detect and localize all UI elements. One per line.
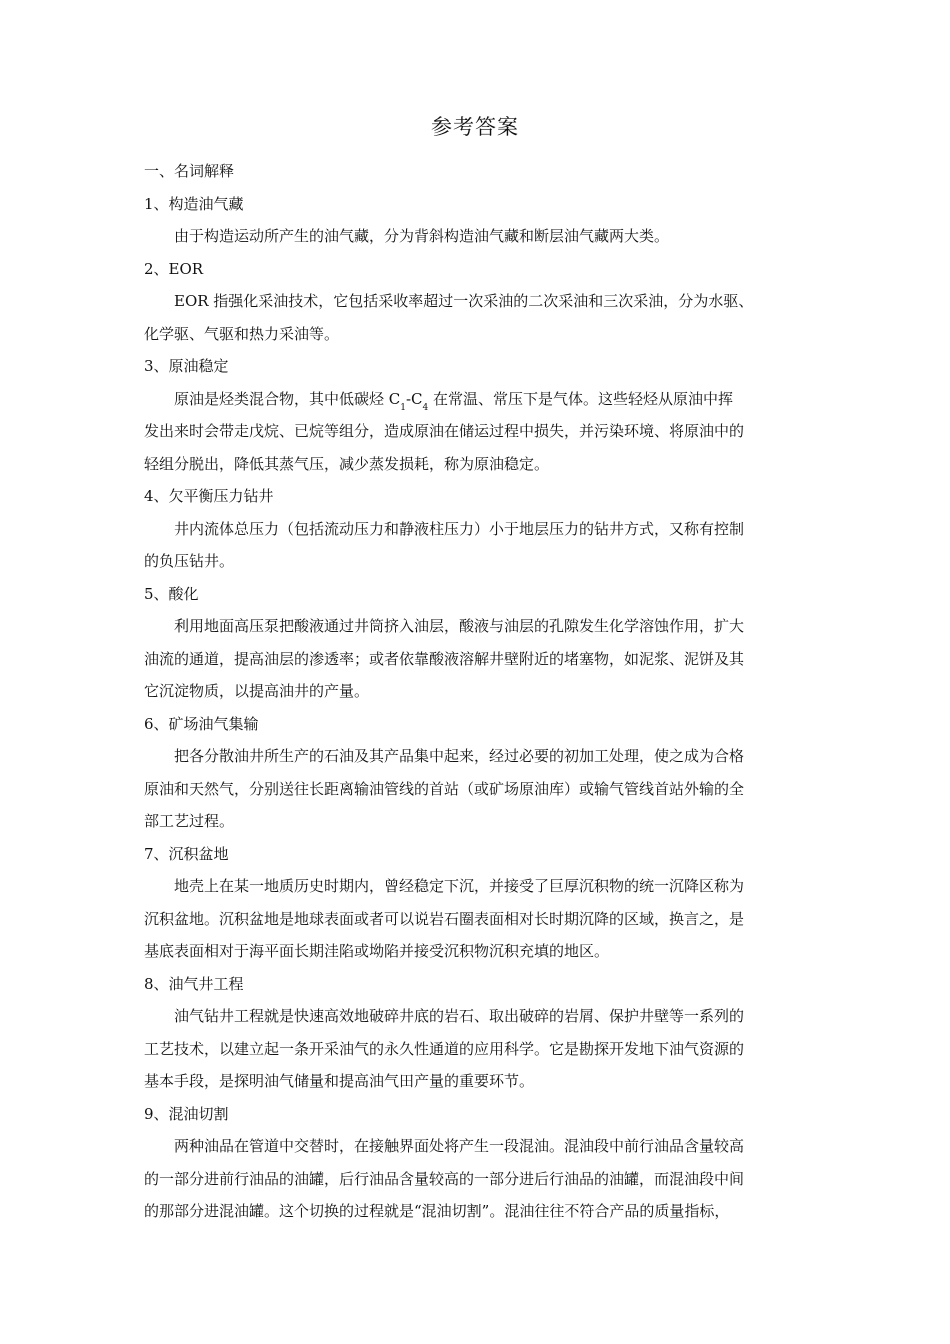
term-6-line-1: 把各分散油井所生产的石油及其产品集中起来，经过必要的初加工处理，使之成为合格 (174, 747, 745, 765)
term-5-line-2: 油流的通道，提高油层的渗透率；或者依靠酸液溶解井壁附近的堵塞物，如泥浆、泥饼及其 (144, 649, 745, 668)
term-9-line-3: 的那部分进混油罐。这个切换的过程就是“混油切割”。混油往往不符合产品的质量指标， (144, 1202, 730, 1220)
term-2-line-2: 化学驱、气驱和热力采油等。 (144, 324, 340, 343)
term-heading-3: 3、原油稳定 (144, 357, 229, 375)
document-title: 参考答案 (431, 115, 519, 139)
term-8-line-1: 油气钻井工程就是快速高效地破碎井底的岩石、取出破碎的岩屑、保护井壁等一系列的 (174, 1007, 745, 1025)
term-8-line-2: 工艺技术，以建立起一条开采油气的永久性通道的应用科学。它是勘探开发地下油气资源的 (144, 1039, 745, 1058)
term-3-line-1-post: 在常温、常压下是气体。这些轻烃从原油中挥 (428, 389, 734, 408)
term-7-line-1: 地壳上在某一地质历史时期内，曾经稳定下沉，并接受了巨厚沉积物的统一沉降区称为 (174, 877, 745, 895)
term-8-line-3: 基本手段，是探明油气储量和提高油气田产量的重要环节。 (144, 1072, 535, 1090)
term-4-line-1: 井内流体总压力（包括流动压力和静液柱压力）小于地层压力的钻井方式，又称有控制 (174, 519, 745, 538)
document-body (144, 155, 812, 1228)
term-2-line-1: EOR 指强化采油技术，它包括采收率超过一次采油的二次采油和三次采油，分为水驱、 (174, 292, 754, 310)
subscript-4: 4 (422, 402, 429, 413)
term-5-line-1: 利用地面高压泵把酸液通过井筒挤入油层，酸液与油层的孔隙发生化学溶蚀作用，扩大 (174, 617, 745, 635)
term-heading-4: 4、欠平衡压力钻井 (144, 487, 274, 505)
term-4-line-2: 的负压钻井。 (144, 552, 235, 570)
term-1-line-1: 由于构造运动所产生的油气藏，分为背斜构造油气藏和断层油气藏两大类。 (174, 227, 670, 245)
term-heading-6: 6、矿场油气集输 (144, 714, 259, 733)
term-heading-7: 7、沉积盆地 (144, 844, 229, 863)
term-3-line-2: 发出来时会带走戊烷、已烷等组分，造成原油在储运过程中损失，并污染环境、将原油中的 (144, 422, 745, 440)
term-3-line-1-mid: -C (405, 389, 423, 408)
term-heading-8: 8、油气井工程 (144, 974, 244, 993)
term-7-line-2: 沉积盆地。沉积盆地是地球表面或者可以说岩石圈表面相对长时期沉降的区域，换言之，是 (144, 909, 745, 928)
subscript-1: 1 (400, 402, 406, 413)
term-6-line-2: 原油和天然气，分别送往长距离输油管线的首站（或矿场原油库）或输气管线首站外输的全 (144, 779, 745, 798)
term-heading-9: 9、混油切割 (144, 1104, 229, 1123)
term-6-line-3: 部工艺过程。 (144, 812, 235, 830)
section-heading: 一、名词解释 (144, 162, 235, 180)
term-9-line-2: 的一部分进前行油品的油罐，后行油品含量较高的一部分进后行油品的油罐，而混油段中间 (144, 1169, 745, 1188)
term-9-line-1: 两种油品在管道中交替时，在接触界面处将产生一段混油。混油段中前行油品含量较高 (174, 1137, 745, 1155)
term-3-line-3: 轻组分脱出，降低其蒸气压，减少蒸发损耗，称为原油稳定。 (144, 454, 550, 473)
term-heading-2: 2、EOR (144, 259, 204, 278)
term-heading-5: 5、酸化 (144, 584, 199, 603)
term-3-line-1-pre: 原油是烃类混合物，其中低碳烃 C (174, 389, 401, 408)
term-3-line-1 (144, 383, 812, 416)
term-heading-1: 1、构造油气藏 (144, 194, 244, 213)
term-5-line-3: 它沉淀物质，以提高油井的产量。 (144, 682, 370, 700)
term-7-line-3: 基底表面相对于海平面长期洼陷或坳陷并接受沉积物沉积充填的地区。 (144, 942, 610, 960)
